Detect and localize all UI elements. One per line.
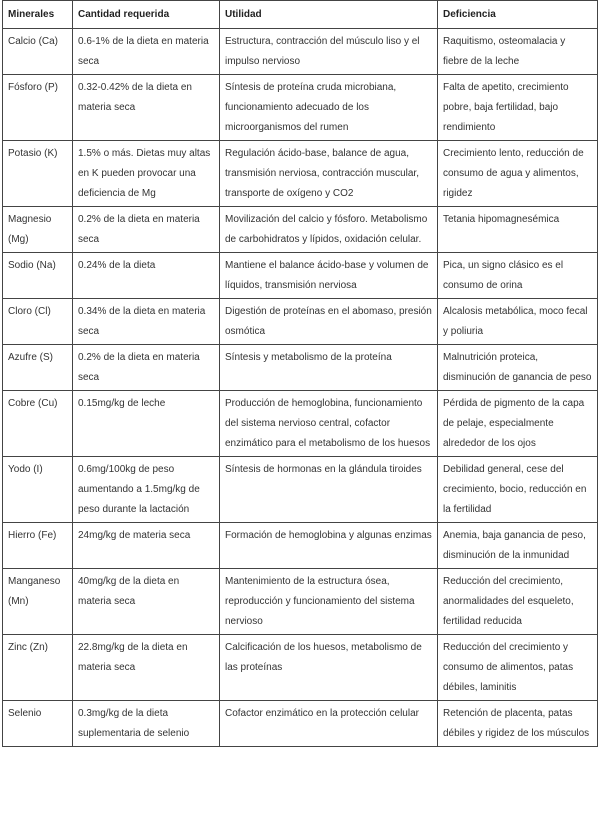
table-row	[3, 207, 598, 253]
header-deficiencia: Deficiencia	[438, 1, 598, 29]
header-minerales: Minerales	[3, 1, 73, 29]
table-row	[3, 569, 598, 635]
cell-mineral: Yodo (I)	[3, 457, 73, 523]
cell-cantidad: 0.6-1% de la dieta en materia seca	[73, 29, 220, 75]
cell-mineral: Manganeso (Mn)	[3, 569, 73, 635]
cell-mineral: Sodio (Na)	[3, 253, 73, 299]
header-utilidad: Utilidad	[220, 1, 438, 29]
table-row	[3, 457, 598, 523]
cell-utilidad: Síntesis de hormonas en la glándula tiroides	[220, 457, 438, 523]
table-row	[3, 299, 598, 345]
cell-mineral: Zinc (Zn)	[3, 635, 73, 701]
table-row	[3, 345, 598, 391]
cell-deficiencia: Malnutrición proteica, disminución de ganancia de peso	[438, 345, 598, 391]
cell-utilidad: Calcificación de los huesos, metabolismo de las proteínas	[220, 635, 438, 701]
cell-utilidad: Mantiene el balance ácido-base y volumen de líquidos, transmisión nerviosa	[220, 253, 438, 299]
cell-deficiencia: Raquitismo, osteomalacia y fiebre de la leche	[438, 29, 598, 75]
table-header	[3, 1, 598, 29]
cell-deficiencia: Pérdida de pigmento de la capa de pelaje, especialmente alrededor de los ojos	[438, 391, 598, 457]
table-row	[3, 701, 598, 747]
table-row	[3, 635, 598, 701]
minerals-table	[2, 0, 598, 747]
cell-utilidad: Síntesis y metabolismo de la proteína	[220, 345, 438, 391]
cell-deficiencia: Reducción del crecimiento y consumo de alimentos, patas débiles, laminitis	[438, 635, 598, 701]
table-row	[3, 29, 598, 75]
cell-utilidad: Cofactor enzimático en la protección celular	[220, 701, 438, 747]
table-row	[3, 523, 598, 569]
cell-cantidad: 0.2% de la dieta en materia seca	[73, 207, 220, 253]
cell-mineral: Selenio	[3, 701, 73, 747]
cell-mineral: Magnesio (Mg)	[3, 207, 73, 253]
cell-cantidad: 24mg/kg de materia seca	[73, 523, 220, 569]
cell-cantidad: 0.24% de la dieta	[73, 253, 220, 299]
cell-deficiencia: Reducción del crecimiento, anormalidades del esqueleto, fertilidad reducida	[438, 569, 598, 635]
cell-cantidad: 0.15mg/kg de leche	[73, 391, 220, 457]
cell-mineral: Hierro (Fe)	[3, 523, 73, 569]
cell-cantidad: 22.8mg/kg de la dieta en materia seca	[73, 635, 220, 701]
table-row	[3, 75, 598, 141]
cell-deficiencia: Pica, un signo clásico es el consumo de orina	[438, 253, 598, 299]
cell-cantidad: 0.6mg/100kg de peso aumentando a 1.5mg/kg de peso durante la lactación	[73, 457, 220, 523]
cell-deficiencia: Debilidad general, cese del crecimiento, bocio, reducción en la fertilidad	[438, 457, 598, 523]
header-cantidad-requerida: Cantidad requerida	[73, 1, 220, 29]
cell-mineral: Potasio (K)	[3, 141, 73, 207]
cell-mineral: Azufre (S)	[3, 345, 73, 391]
cell-deficiencia: Retención de placenta, patas débiles y rigidez de los músculos	[438, 701, 598, 747]
cell-deficiencia: Crecimiento lento, reducción de consumo de agua y alimentos, rigidez	[438, 141, 598, 207]
table-body	[3, 29, 598, 747]
cell-utilidad: Mantenimiento de la estructura ósea, reproducción y funcionamiento del sistema nervioso	[220, 569, 438, 635]
cell-cantidad: 0.34% de la dieta en materia seca	[73, 299, 220, 345]
table-row	[3, 141, 598, 207]
cell-utilidad: Regulación ácido-base, balance de agua, transmisión nerviosa, contracción muscular, transporte de oxígeno y CO2	[220, 141, 438, 207]
cell-utilidad: Producción de hemoglobina, funcionamiento del sistema nervioso central, cofactor enzimático para el metabolismo de los huesos	[220, 391, 438, 457]
cell-utilidad: Movilización del calcio y fósforo. Metabolismo de carbohidratos y lípidos, oxidación celular.	[220, 207, 438, 253]
table-row	[3, 253, 598, 299]
cell-cantidad: 1.5% o más. Dietas muy altas en K pueden provocar una deficiencia de Mg	[73, 141, 220, 207]
cell-mineral: Fósforo (P)	[3, 75, 73, 141]
header-row	[3, 1, 598, 29]
cell-cantidad: 0.32-0.42% de la dieta en materia seca	[73, 75, 220, 141]
cell-deficiencia: Alcalosis metabólica, moco fecal y poliuria	[438, 299, 598, 345]
cell-mineral: Cloro (Cl)	[3, 299, 73, 345]
cell-cantidad: 0.3mg/kg de la dieta suplementaria de selenio	[73, 701, 220, 747]
cell-mineral: Calcio (Ca)	[3, 29, 73, 75]
cell-deficiencia: Falta de apetito, crecimiento pobre, baja fertilidad, bajo rendimiento	[438, 75, 598, 141]
cell-utilidad: Formación de hemoglobina y algunas enzimas	[220, 523, 438, 569]
cell-utilidad: Síntesis de proteína cruda microbiana, funcionamiento adecuado de los microorganismos del rumen	[220, 75, 438, 141]
cell-deficiencia: Tetania hipomagnesémica	[438, 207, 598, 253]
cell-mineral: Cobre (Cu)	[3, 391, 73, 457]
table-row	[3, 391, 598, 457]
cell-cantidad: 40mg/kg de la dieta en materia seca	[73, 569, 220, 635]
cell-utilidad: Digestión de proteínas en el abomaso, presión osmótica	[220, 299, 438, 345]
cell-deficiencia: Anemia, baja ganancia de peso, disminución de la inmunidad	[438, 523, 598, 569]
cell-utilidad: Estructura, contracción del músculo liso y el impulso nervioso	[220, 29, 438, 75]
cell-cantidad: 0.2% de la dieta en materia seca	[73, 345, 220, 391]
